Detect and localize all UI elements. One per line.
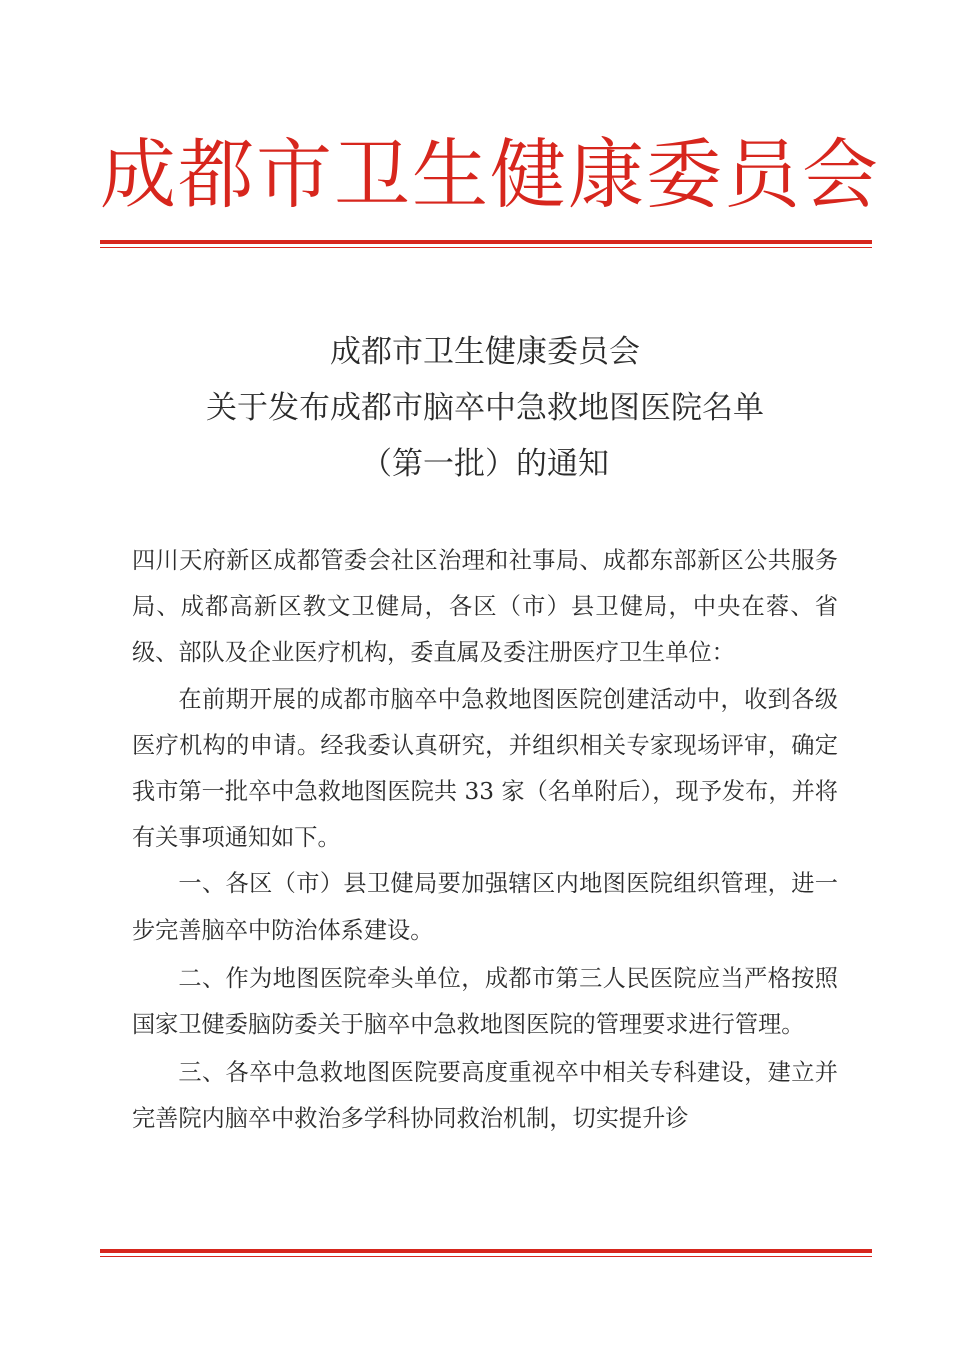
notice-body: [132, 538, 838, 1143]
notice-title-line-3: （第一批）的通知: [361, 446, 609, 482]
recipients-paragraph: 四川天府新区成都管委会社区治理和社事局、成都东部新区公共服务局、成都高新区教文卫健局，各区（市）县卫健局，中央在蓉、省级、部队及企业医疗机构，委直属及委注册医疗卫生单位：: [132, 547, 838, 667]
footer-rule-thin: [100, 1256, 872, 1257]
header-rule-thin: [100, 247, 872, 248]
header-rule-thick: [100, 240, 872, 244]
body-paragraph-item-2: 二、作为地图医院牵头单位，成都市第三人民医院应当严格按照国家卫健委脑防委关于脑卒中急救地图医院的管理要求进行管理。: [132, 964, 838, 1039]
masthead-title: 成都市卫生健康委员会: [100, 130, 880, 219]
notice-title: [100, 324, 870, 492]
notice-title-line-2: 关于发布成都市脑卒中急救地图医院名单: [206, 390, 764, 426]
body-paragraph-item-1: 一、各区（市）县卫健局要加强辖区内地图医院组织管理，进一步完善脑卒中防治体系建设。: [132, 870, 838, 944]
notice-title-line-1: 成都市卫生健康委员会: [330, 334, 640, 370]
footer-rule-thick: [100, 1249, 872, 1253]
body-paragraph-intro: 在前期开展的成都市脑卒中急救地图医院创建活动中，收到各级医疗机构的申请。经我委认真研究，并组织相关专家现场评审，确定我市第一批卒中急救地图医院共 33 家（名单附后），现予发布，并将有关事项通知如下。: [132, 685, 838, 852]
body-paragraph-item-3: 三、各卒中急救地图医院要高度重视卒中相关专科建设，建立并完善院内脑卒中救治多学科协同救治机制，切实提升诊: [132, 1059, 838, 1133]
